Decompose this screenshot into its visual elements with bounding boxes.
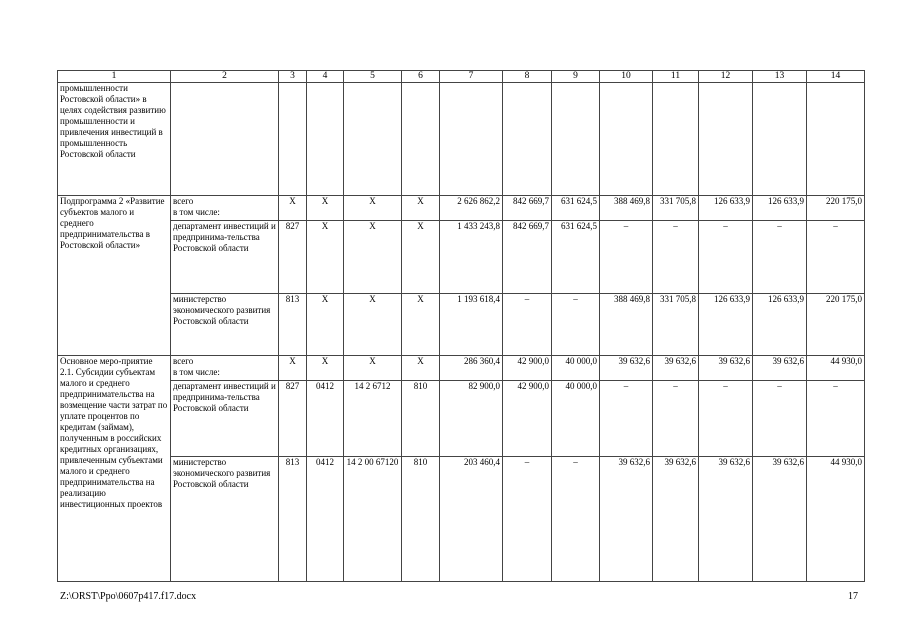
value-cell: 631 624,5 [552,196,600,221]
value-cell: 220 175,0 [807,196,865,221]
value-cell: 42 900,0 [503,356,552,381]
value-cell: X [307,294,344,356]
col-header: 2 [171,71,279,83]
value-cell: X [344,221,402,294]
executor-cell: всего в том числе: [171,196,279,221]
value-cell: 126 633,9 [753,294,807,356]
value-cell: 220 175,0 [807,294,865,356]
program-name-cell: промышленности Ростовской области» в целях содействия развитию промышленности и привлечения инвестиций в промышленность Ростовской области [58,83,171,196]
value-cell: 842 669,7 [503,196,552,221]
value-cell: 39 632,6 [753,457,807,582]
value-cell: 631 624,5 [552,221,600,294]
value-cell: 39 632,6 [699,356,753,381]
value-cell: – [753,221,807,294]
value-cell: 39 632,6 [753,356,807,381]
value-cell: X [402,221,440,294]
value-cell: 126 633,9 [753,196,807,221]
value-cell: 126 633,9 [699,294,753,356]
value-cell: X [402,356,440,381]
value-cell: – [653,381,699,457]
value-cell: 813 [279,457,307,582]
col-header: 14 [807,71,865,83]
col-header: 4 [307,71,344,83]
value-cell: 2 626 862,2 [440,196,503,221]
col-header: 13 [753,71,807,83]
value-cell: 810 [402,381,440,457]
table-row [58,381,865,457]
value-cell: – [600,381,653,457]
col-header: 9 [552,71,600,83]
value-cell: X [307,356,344,381]
value-cell: 1 193 618,4 [440,294,503,356]
value-cell: 842 669,7 [503,221,552,294]
executor-cell: департамент инвестиций и предпринима-тельства Ростовской области [171,221,279,294]
value-cell: 39 632,6 [600,356,653,381]
value-cell: 331 705,8 [653,196,699,221]
value-cell: X [344,196,402,221]
value-cell: 388 469,8 [600,294,653,356]
value-cell: – [807,381,865,457]
col-header: 7 [440,71,503,83]
table-row [58,356,865,381]
value-cell: 0412 [307,457,344,582]
col-header: 11 [653,71,699,83]
value-cell: – [552,294,600,356]
value-cell: 39 632,6 [699,457,753,582]
value-cell: 331 705,8 [653,294,699,356]
table-row [58,294,865,356]
table-row [58,457,865,582]
value-cell: – [807,221,865,294]
header-row [58,71,865,83]
program-table [57,70,865,582]
value-cell: 388 469,8 [600,196,653,221]
table-row [58,196,865,221]
value-cell: 40 000,0 [552,356,600,381]
value-cell: 39 632,6 [600,457,653,582]
value-cell: 14 2 6712 [344,381,402,457]
value-cell: 14 2 00 67120 [344,457,402,582]
value-cell: X [344,294,402,356]
value-cell: X [344,356,402,381]
value-cell: X [279,196,307,221]
value-cell: – [503,457,552,582]
value-cell: – [699,221,753,294]
value-cell: 827 [279,221,307,294]
value-cell: X [402,196,440,221]
executor-cell: всего в том числе: [171,356,279,381]
table-row [58,83,865,196]
executor-cell: департамент инвестиций и предпринима-тельства Ростовской области [171,381,279,457]
value-cell: 82 900,0 [440,381,503,457]
value-cell: 39 632,6 [653,457,699,582]
value-cell: 0412 [307,381,344,457]
value-cell: 126 633,9 [699,196,753,221]
col-header: 6 [402,71,440,83]
value-cell: – [503,294,552,356]
executor-cell: министерство экономического развития Ростовской области [171,294,279,356]
value-cell: 286 360,4 [440,356,503,381]
col-header: 5 [344,71,402,83]
value-cell: 813 [279,294,307,356]
value-cell: 42 900,0 [503,381,552,457]
value-cell: 44 930,0 [807,457,865,582]
value-cell: X [279,356,307,381]
value-cell: 810 [402,457,440,582]
value-cell: X [402,294,440,356]
value-cell: – [753,381,807,457]
value-cell: X [307,196,344,221]
value-cell: 827 [279,381,307,457]
event-name-cell: Основное меро-приятие 2.1. Субсидии субъектам малого и среднего предпринимательства на возмещение части затрат по уплате процентов по кредитам (займам), полученным в российских кредитных организациях, привлеченным субъектами малого и среднего предпринимательства на реализацию инвестиционных проектов [58,356,171,582]
col-header: 12 [699,71,753,83]
value-cell: – [600,221,653,294]
col-header: 10 [600,71,653,83]
value-cell: 40 000,0 [552,381,600,457]
table-row [58,221,865,294]
value-cell: 1 433 243,8 [440,221,503,294]
value-cell: 203 460,4 [440,457,503,582]
executor-cell: министерство экономического развития Ростовской области [171,457,279,582]
col-header: 3 [279,71,307,83]
col-header: 1 [58,71,171,83]
col-header: 8 [503,71,552,83]
subprogram-name-cell: Подпрограмма 2 «Развитие субъектов малого и среднего предпринимательства в Ростовской области» [58,196,171,356]
value-cell: 39 632,6 [653,356,699,381]
value-cell: – [699,381,753,457]
value-cell: – [653,221,699,294]
value-cell: X [307,221,344,294]
value-cell: – [552,457,600,582]
value-cell: 44 930,0 [807,356,865,381]
file-path-footer: Z:\ORST\Ppo\0607p417.f17.docx [60,591,197,602]
page-number: 17 [848,591,858,602]
